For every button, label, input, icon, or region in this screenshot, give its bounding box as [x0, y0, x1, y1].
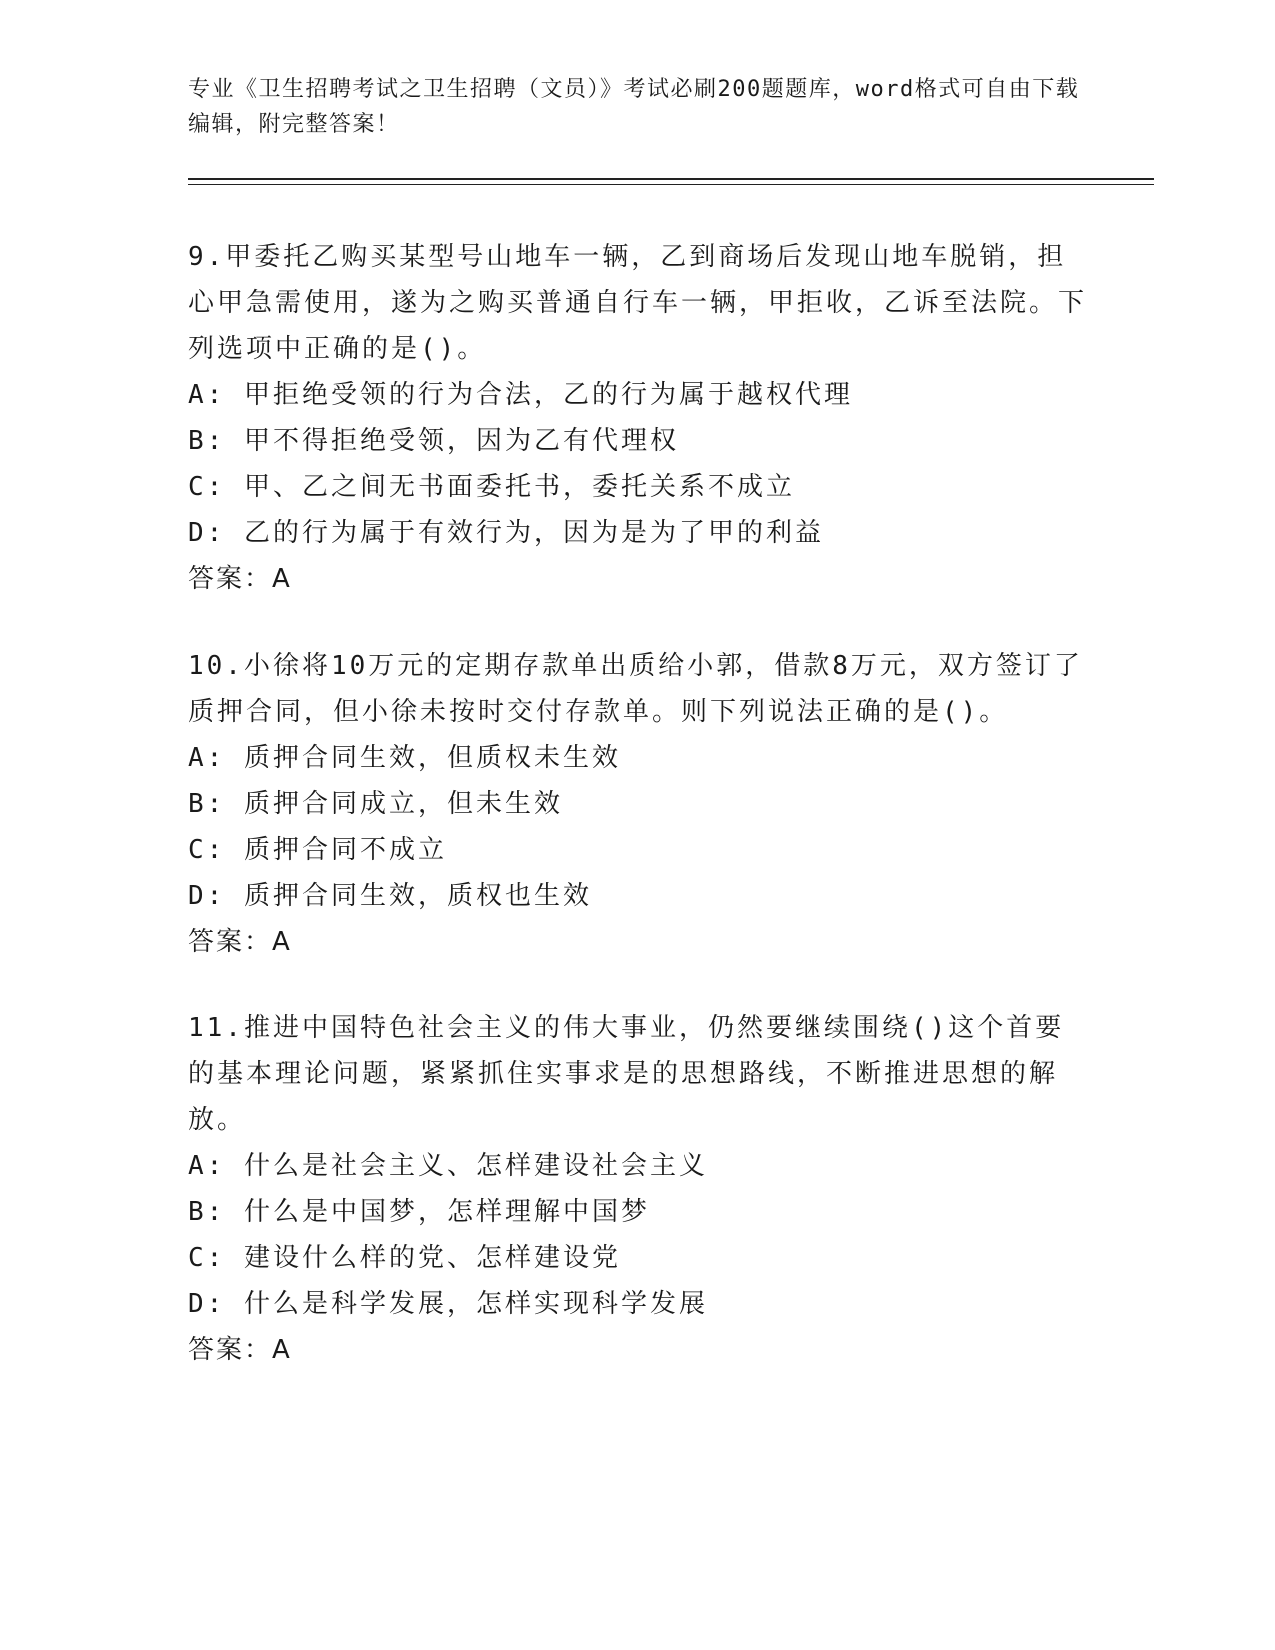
- answer-label: 答案：A: [188, 1335, 292, 1365]
- answer-label: 答案：A: [188, 564, 292, 594]
- option-c: C: 建设什么样的党、怎样建设党: [188, 1243, 621, 1273]
- option-d: D: 什么是科学发展，怎样实现科学发展: [188, 1289, 708, 1319]
- header-divider-thin: [188, 184, 1154, 185]
- question-stem: 10.小徐将10万元的定期存款单出质给小郭，借款8万元，双方签订了质押合同，但小徐未按时交付存款单。则下列说法正确的是()。: [188, 651, 1083, 727]
- question-11: [188, 1005, 1088, 1373]
- option-d: D: 质押合同生效，质权也生效: [188, 881, 592, 911]
- document-header: 专业《卫生招聘考试之卫生招聘（文员）》考试必刷200题题库，word格式可自由下载编辑，附完整答案！: [188, 77, 1080, 137]
- answer-label: 答案：A: [188, 927, 292, 957]
- option-b: B: 质押合同成立，但未生效: [188, 789, 563, 819]
- option-a: A: 什么是社会主义、怎样建设社会主义: [188, 1151, 708, 1181]
- option-d: D: 乙的行为属于有效行为，因为是为了甲的利益: [188, 518, 824, 548]
- option-a: A: 质押合同生效，但质权未生效: [188, 743, 621, 773]
- option-a: A: 甲拒绝受领的行为合法，乙的行为属于越权代理: [188, 380, 853, 410]
- question-9: [188, 234, 1088, 602]
- question-stem: 11.推进中国特色社会主义的伟大事业，仍然要继续围绕()这个首要的基本理论问题，紧紧抓住实事求是的思想路线，不断推进思想的解放。: [188, 1013, 1065, 1135]
- question-stem: 9.甲委托乙购买某型号山地车一辆，乙到商场后发现山地车脱销，担心甲急需使用，遂为之购买普通自行车一辆，甲拒收，乙诉至法院。下列选项中正确的是()。: [188, 242, 1088, 364]
- option-c: C: 质押合同不成立: [188, 835, 447, 865]
- option-c: C: 甲、乙之间无书面委托书，委托关系不成立: [188, 472, 795, 502]
- header-divider-thick: [188, 178, 1154, 180]
- option-b: B: 甲不得拒绝受领，因为乙有代理权: [188, 426, 679, 456]
- option-b: B: 什么是中国梦，怎样理解中国梦: [188, 1197, 650, 1227]
- question-10: [188, 643, 1088, 965]
